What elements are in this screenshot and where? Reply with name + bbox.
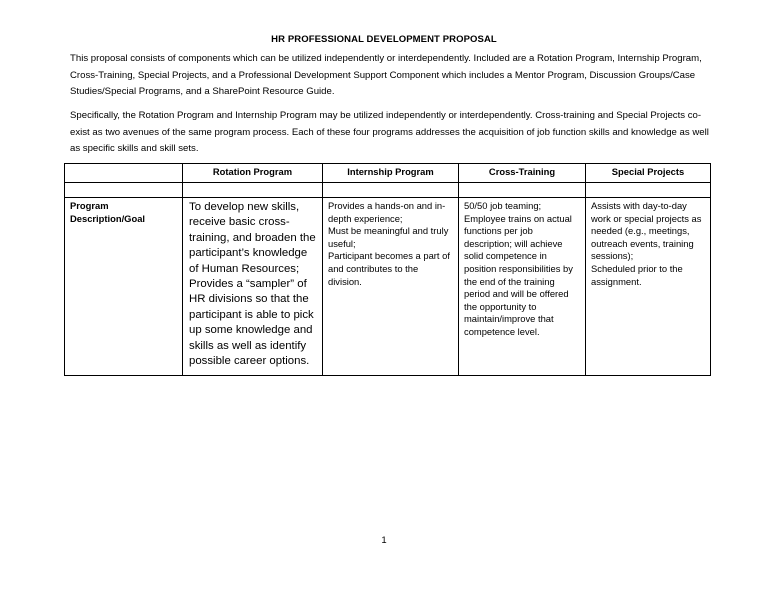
spacer-cell	[586, 183, 711, 198]
header-special-projects: Special Projects	[586, 164, 711, 183]
header-internship-program: Internship Program	[323, 164, 459, 183]
header-rotation-program: Rotation Program	[183, 164, 323, 183]
program-relationship-paragraph: Specifically, the Rotation Program and Internship Program may be utilized independently or interdependently. Cross-training and Special Projects co-exist as two avenues of the same program process. Each of these four programs addresses the acquisition of job function skills and knowledge as well as specific skills and skill sets.	[70, 110, 709, 154]
table-spacer-row	[65, 183, 711, 198]
row-label-program-description: Program Description/Goal	[65, 198, 183, 376]
page-number: 1	[381, 535, 387, 546]
internship-description-cell: Provides a hands-on and in-depth experience; Must be meaningful and truly useful; Participant becomes a part of and contributes to the division.	[323, 198, 459, 376]
intro-paragraph: This proposal consists of components which can be utilized independently or interdependently. Included are a Rotation Program, Internship Program, Cross-Training, Special Projects, and a Professional Development Support Component which includes a Mentor Program, Discussion Groups/Case Studies/Special Programs, and a SharePoint Resource Guide.	[70, 53, 702, 97]
rotation-description-cell: To develop new skills, receive basic cross-training, and broaden the participant’s knowledge of Human Resources; Provides a “sampler” of HR divisions so that the participant is able to pick up some knowledge and skills as well as identify possible career options.	[183, 198, 323, 376]
program-table	[64, 163, 711, 376]
spacer-cell	[183, 183, 323, 198]
cross-training-description-cell: 50/50 job teaming; Employee trains on actual functions per job description; will achieve solid competence in position responsibilities by the end of the training period and will be offered the opportunity to maintain/improve that competence level.	[459, 198, 586, 376]
table-row	[65, 198, 711, 376]
header-empty-cell	[65, 164, 183, 183]
special-projects-description-cell: Assists with day-to-day work or special projects as needed (e.g., meetings, outreach events, training sessions); Scheduled prior to the assignment.	[586, 198, 711, 376]
spacer-cell	[65, 183, 183, 198]
spacer-cell	[459, 183, 586, 198]
header-cross-training: Cross-Training	[459, 164, 586, 183]
table-header-row	[65, 164, 711, 183]
document-title: HR PROFESSIONAL DEVELOPMENT PROPOSAL	[271, 34, 497, 45]
spacer-cell	[323, 183, 459, 198]
